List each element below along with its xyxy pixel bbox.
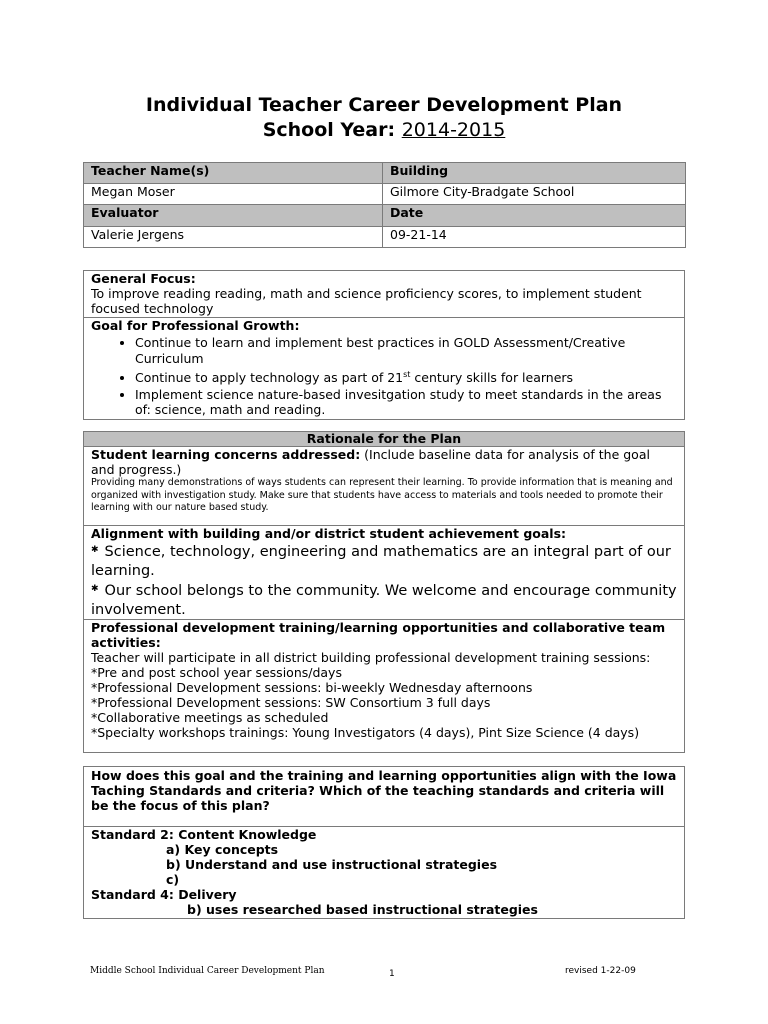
page-number: 1 — [389, 969, 395, 979]
general-focus-cell — [84, 271, 685, 318]
school-year-label: School Year: — [262, 119, 396, 141]
standard-2-item: a) Key concepts — [166, 842, 279, 857]
standard-2-item: c) — [166, 872, 180, 887]
school-year-heading — [0, 118, 768, 142]
alignment-list — [91, 541, 677, 619]
focus-table — [83, 270, 685, 420]
teacher-name-value: Megan Moser — [84, 184, 383, 205]
rationale-table — [83, 431, 685, 753]
pd-line: *Collaborative meetings as scheduled — [91, 710, 329, 725]
standards-cell — [84, 827, 685, 919]
pd-line: *Professional Development sessions: bi-weekly Wednesday afternoons — [91, 680, 533, 695]
pd-line: *Specialty workshops trainings: Young Investigators (4 days), Pint Size Science (4 days) — [91, 725, 640, 740]
student-concerns-label: Student learning concerns addressed: — [91, 447, 361, 462]
general-focus-label: General Focus: — [91, 271, 196, 286]
footer-left: Middle School Individual Career Development Plan — [90, 966, 325, 976]
standard-4-item: b) uses researched based instructional strategies — [187, 902, 538, 917]
goal-item: • Implement science nature-based invesitgation study to meet standards in the areas of: science, math and reading. — [135, 387, 677, 418]
standards-table — [83, 766, 685, 919]
date-value: 09-21-14 — [383, 227, 686, 248]
teacher-name-label: Teacher Name(s) — [84, 163, 383, 184]
general-focus-text: To improve reading reading, math and science proficiency scores, to implement student focused technology — [91, 286, 642, 316]
student-concerns-cell — [84, 447, 685, 526]
standard-2: Standard 2: Content Knowledge — [91, 827, 317, 842]
evaluator-label: Evaluator — [84, 205, 383, 227]
student-concerns-note: (Include baseline data for analysis of the goal and progress.) — [91, 447, 650, 477]
alignment-cell — [84, 526, 685, 620]
goal-list — [91, 335, 677, 418]
pd-label: Professional development training/learning opportunities and collaborative team activities: — [91, 620, 666, 650]
pd-line: *Professional Development sessions: SW Consortium 3 full days — [91, 695, 491, 710]
star-icon: ✱ — [91, 584, 99, 594]
star-icon: ✱ — [91, 545, 99, 555]
school-year-value: 2014-2015 — [401, 119, 506, 141]
evaluator-value: Valerie Jergens — [84, 227, 383, 248]
building-label: Building — [383, 163, 686, 184]
footer-revised: revised 1-22-09 — [565, 966, 636, 976]
date-label: Date — [383, 205, 686, 227]
building-value: Gilmore City-Bradgate School — [383, 184, 686, 205]
alignment-label: Alignment with building and/or district student achievement goals: — [91, 526, 567, 541]
pd-cell — [84, 620, 685, 753]
standards-question: How does this goal and the training and learning opportunities align with the Iowa Taching Standards and criteria? Which of the teaching standards and criteria will be the focus of this plan? — [84, 767, 685, 827]
goal-item: • Continue to learn and implement best practices in GOLD Assessment/Creative Curriculum — [135, 335, 677, 366]
goal-cell — [84, 318, 685, 420]
teacher-info-table — [83, 162, 686, 248]
page-title: Individual Teacher Career Development Plan — [145, 94, 623, 116]
alignment-item: ✱ Our school belongs to the community. We welcome and encourage community involvement. — [91, 583, 677, 618]
standard-4: Standard 4: Delivery — [91, 887, 237, 902]
student-concerns-text: Providing many demonstrations of ways students can represent their learning. To provide information that is meaning and organized with investigation study. Make sure that students have access to materials and tools needed to promote their learning with our nature based study. — [91, 477, 673, 513]
standard-2-item: b) Understand and use instructional strategies — [166, 857, 498, 872]
goal-item: • Continue to apply technology as part of 21st century skills for learners — [135, 367, 677, 386]
pd-line: Teacher will participate in all district building professional development training sessions: — [91, 650, 651, 665]
rationale-header: Rationale for the Plan — [84, 432, 685, 447]
goal-label: Goal for Professional Growth: — [91, 318, 300, 333]
pd-line: *Pre and post school year sessions/days — [91, 665, 342, 680]
alignment-item: ✱ Science, technology, engineering and mathematics are an integral part of our learning. — [91, 544, 671, 579]
